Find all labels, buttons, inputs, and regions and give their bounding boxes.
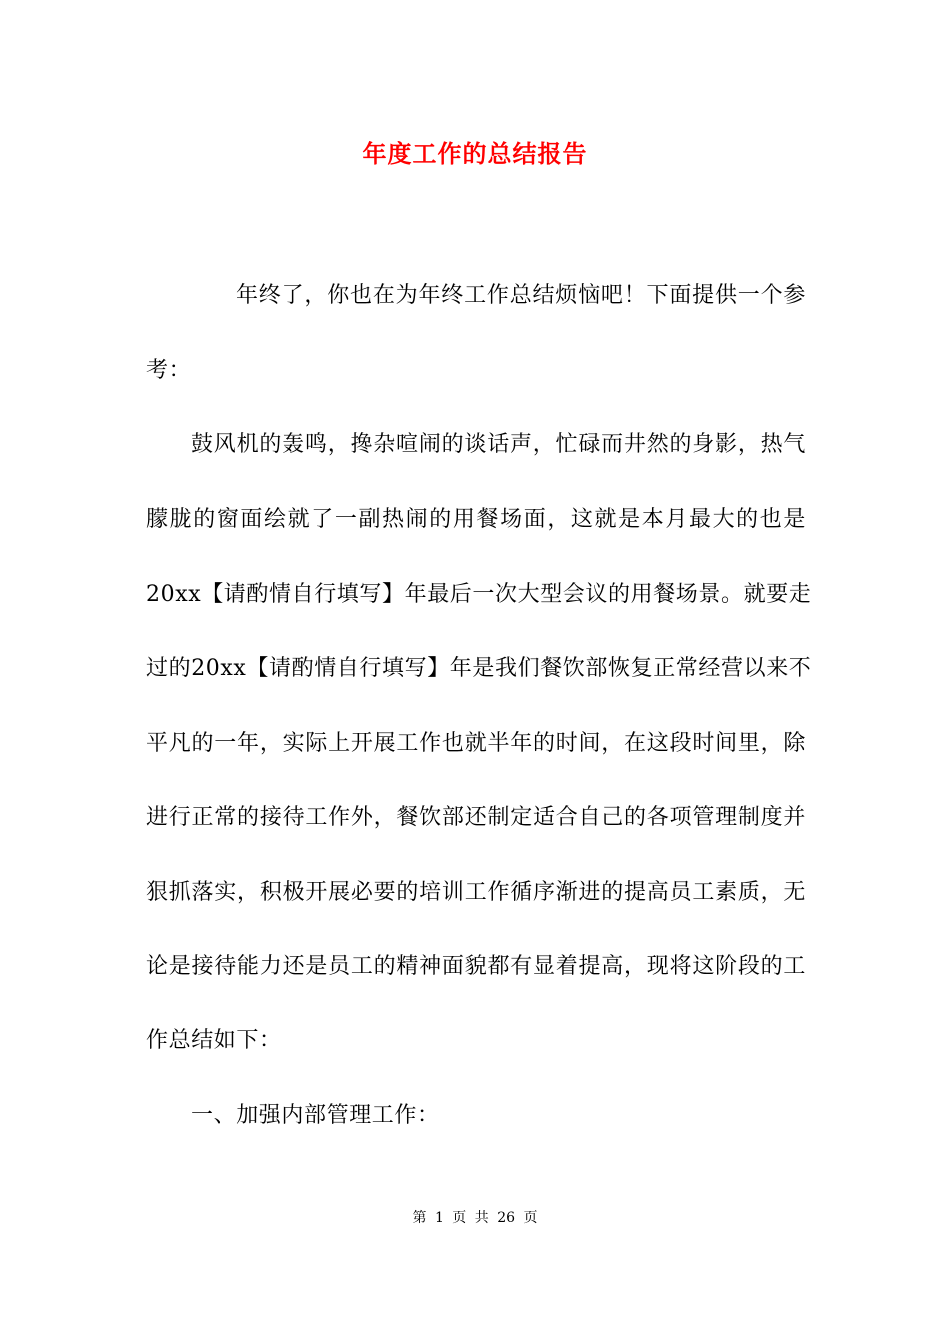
paragraph-line: 鼓风机的轰鸣，搀杂喧闹的谈话声，忙碌而井然的身影，热气 — [191, 432, 806, 457]
page-number-footer: 第 1 页 共 26 页 — [412, 1210, 538, 1226]
paragraph-line: 20xx【请酌情自行填写】年最后一次大型会议的用餐场景。就要走 — [146, 582, 812, 607]
paragraph-line: 作总结如下： — [146, 1028, 282, 1053]
paragraph-line: 狠抓落实，积极开展必要的培训工作循序渐进的提高员工素质，无 — [146, 880, 806, 905]
paragraph-line: 进行正常的接待工作外，餐饮部还制定适合自己的各项管理制度并 — [146, 805, 806, 830]
paragraph-line: 平凡的一年，实际上开展工作也就半年的时间，在这段时间里，除 — [146, 731, 806, 756]
paragraph-line: 年终了，你也在为年终工作总结烦恼吧！下面提供一个参 — [236, 283, 806, 308]
document-title: 年度工作的总结报告 — [362, 139, 588, 168]
paragraph-line: 论是接待能力还是员工的精神面貌都有显着提高，现将这阶段的工 — [146, 954, 806, 979]
paragraph-line: 考： — [146, 358, 192, 383]
section-heading: 一、加强内部管理工作： — [191, 1103, 440, 1128]
paragraph-line: 朦胧的窗面绘就了一副热闹的用餐场面，这就是本月最大的也是 — [146, 507, 806, 532]
paragraph-line: 过的20xx【请酌情自行填写】年是我们餐饮部恢复正常经营以来不 — [146, 656, 812, 681]
